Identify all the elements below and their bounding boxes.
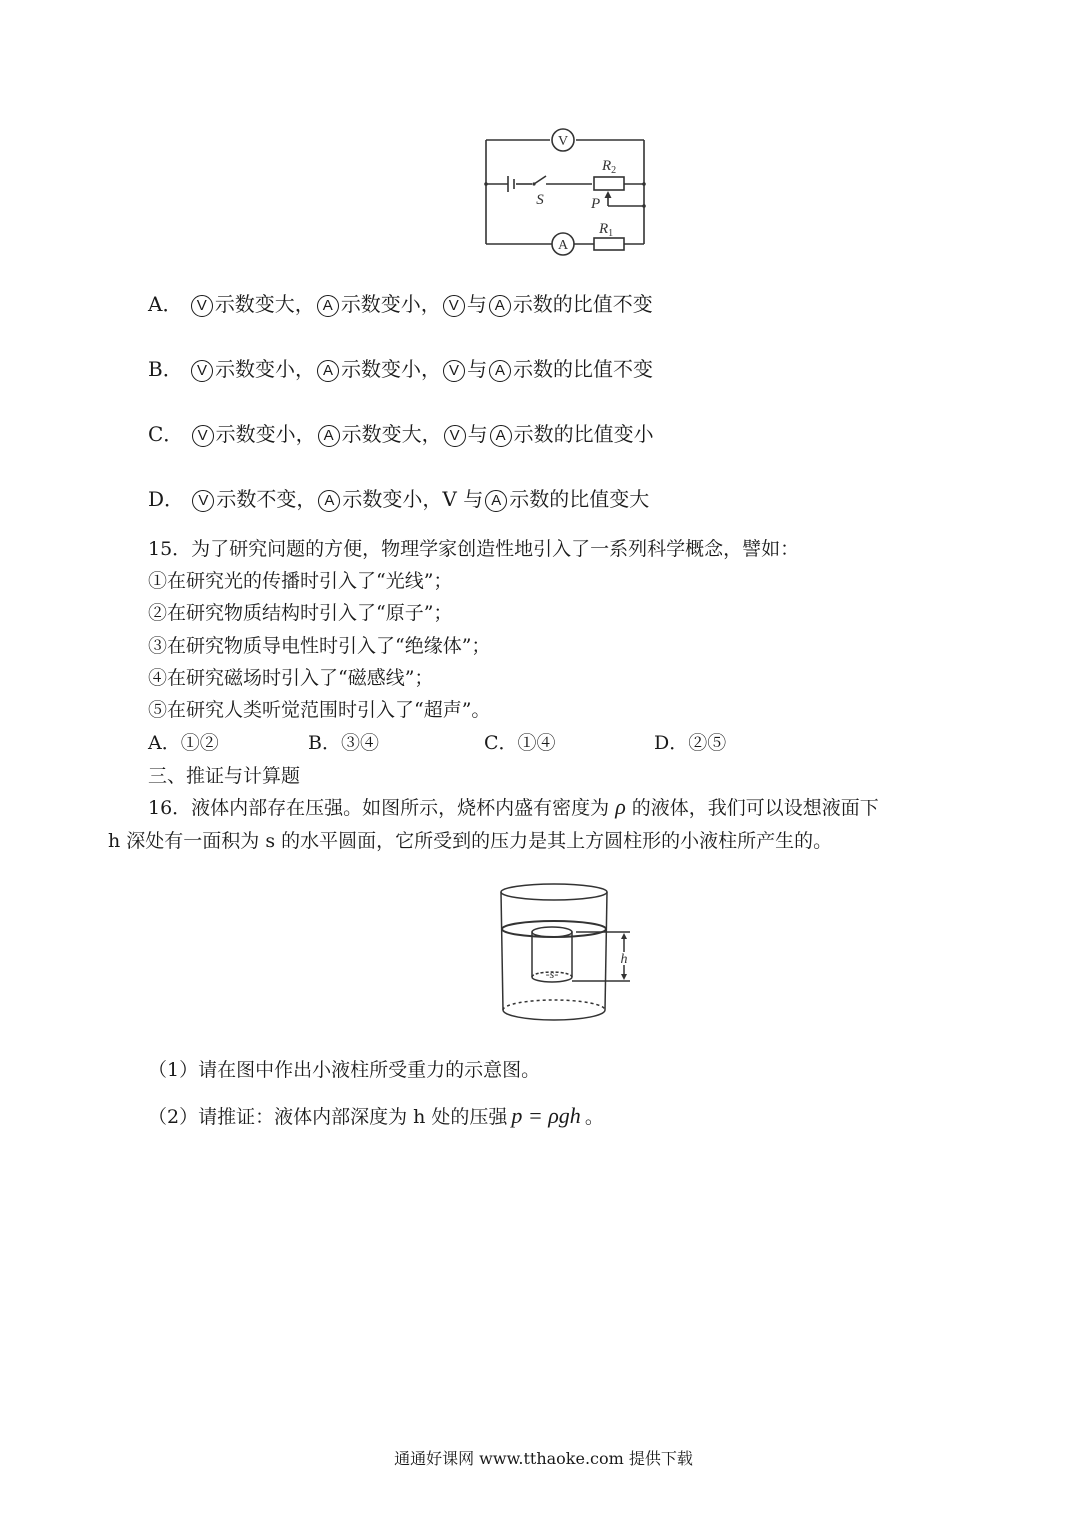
q15-stem: 15．为了研究问题的方便，物理学家创造性地引入了一系列科学概念，譬如：	[148, 538, 800, 560]
ammeter-symbol: A	[490, 425, 512, 447]
q15-item: ⑤在研究人类听觉范围时引入了“超声”。	[148, 699, 491, 721]
voltmeter-symbol: V	[192, 490, 214, 512]
voltmeter-symbol: V	[192, 425, 214, 447]
ammeter-symbol: A	[317, 360, 339, 382]
q15-item: ④在研究磁场时引入了“磁感线”；	[148, 667, 434, 689]
ammeter-symbol: A	[317, 295, 339, 317]
option-c: C． V 示数变小， A 示数变大， V 与 A 示数的比值变小	[148, 422, 654, 446]
ammeter-label: A	[557, 238, 569, 253]
q16-sub1: （1）请在图中作出小液柱所受重力的示意图。	[148, 1059, 541, 1081]
voltmeter-label: V	[557, 134, 569, 149]
voltmeter-symbol: V	[191, 360, 213, 382]
r1-label: $R_1$	[599, 221, 614, 239]
beaker-diagram	[490, 872, 640, 1032]
section-heading: 三、推证与计算题	[148, 765, 301, 787]
voltmeter-symbol: V	[191, 295, 213, 317]
option-a: A． V 示数变大， A 示数变小， V 与 A 示数的比值不变	[148, 292, 653, 316]
voltmeter-symbol: V	[443, 295, 465, 317]
ammeter-symbol: A	[485, 490, 507, 512]
q16-stem-line2: h 深处有一面积为 s 的水平圆面，它所受到的压力是其上方圆柱形的小液柱所产生的。	[108, 830, 833, 852]
q15-item: ①在研究光的传播时引入了“光线”；	[148, 570, 453, 592]
ammeter-symbol: A	[489, 295, 511, 317]
area-label: -s-	[545, 967, 559, 981]
q16-stem-line1: 16．液体内部存在压强。如图所示，烧杯内盛有密度为 ρ 的液体，我们可以设想液面下	[148, 794, 879, 819]
switch-label: S	[536, 192, 544, 208]
ammeter-symbol: A	[318, 490, 340, 512]
q15-choice-c: C．①④	[484, 732, 556, 754]
q15-item: ②在研究物质结构时引入了“原子”；	[148, 602, 453, 624]
circuit-diagram	[478, 118, 654, 258]
q15-choice-a: A．①②	[148, 732, 219, 754]
pressure-formula: p = ρgh	[511, 1103, 581, 1128]
q15-item: ③在研究物质导电性时引入了“绝缘体”；	[148, 635, 491, 657]
option-b: B． V 示数变小， A 示数变小， V 与 A 示数的比值不变	[148, 357, 654, 381]
ammeter-symbol: A	[318, 425, 340, 447]
voltmeter-symbol: V	[444, 425, 466, 447]
page-footer: 通通好课网 www.tthaoke.com 提供下载	[394, 1449, 693, 1468]
voltmeter-symbol: V	[443, 360, 465, 382]
slider-label: P	[591, 196, 601, 212]
rho-symbol: ρ	[615, 794, 626, 819]
q16-sub2: （2）请推证：液体内部深度为 h 处的压强 p = ρgh 。	[148, 1103, 604, 1128]
q15-choice-b: B．③④	[308, 732, 379, 754]
option-d: D． V 示数不变， A 示数变小，V 与 A 示数的比值变大	[148, 487, 650, 511]
ammeter-symbol: A	[489, 360, 511, 382]
r2-label: $R_2$	[602, 158, 617, 176]
depth-label: h	[620, 952, 628, 967]
q15-choice-d: D．②⑤	[654, 732, 727, 754]
